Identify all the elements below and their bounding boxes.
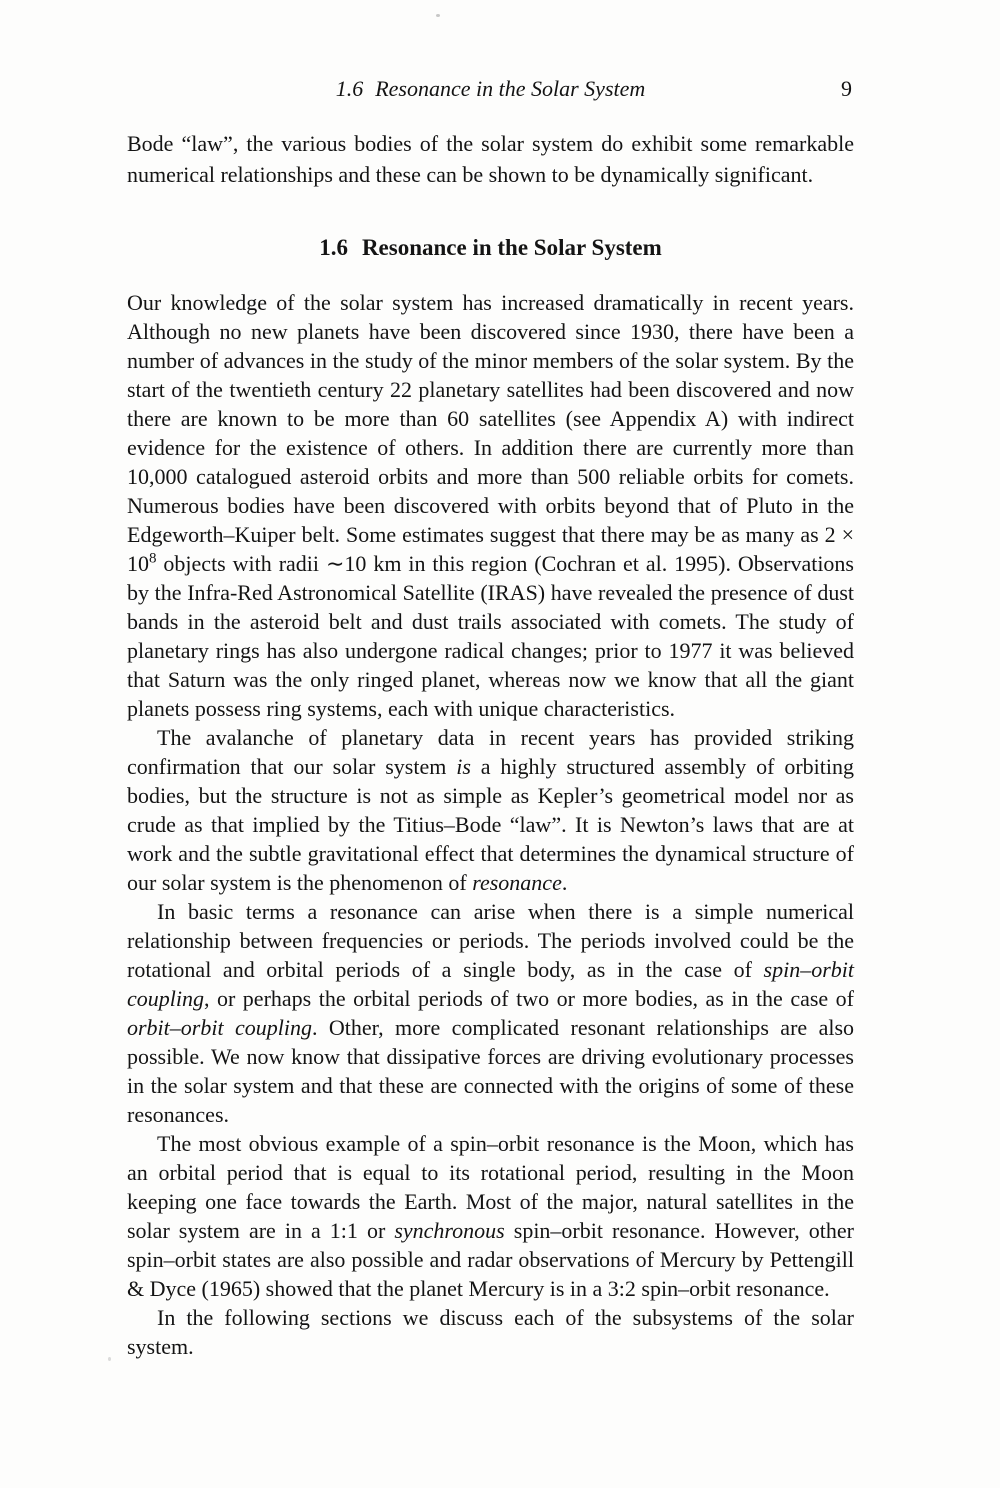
- paragraph-text: Our knowledge of the solar system has increased dramatically in recent years. Although no new planets have been discovered since 1930, there have been a number of advances in the study of the minor members of the solar system. By the start of the twentieth century 22 planetary satellites had been discovered and now there are known to be more than 60 satellites (see Appendix A) with indirect evidence for the existence of others. In addition there are currently more than 10,000 catalogued asteroid orbits and more than 500 reliable orbits for comets. Numerous bodies have been discovered with orbits beyond that of Pluto in the Edgeworth–Kuiper belt. Some estimates suggest that there may be as many as 2 × 10: [127, 290, 854, 576]
- section-heading: [127, 234, 854, 261]
- section-heading-title: Resonance in the Solar System: [361, 235, 662, 260]
- paragraph-avalanche-of-data: [127, 723, 854, 897]
- paragraph-text: The avalanche of planetary data in recent years has provided striking confirmation that our solar system: [127, 725, 854, 779]
- paragraph-text: , or perhaps the orbital periods of two or more bodies, as in the case of: [204, 986, 854, 1011]
- italic-phrase: synchronous: [394, 1218, 505, 1243]
- paragraph-resonance-basics: [127, 897, 854, 1129]
- paragraph-text: The most obvious example of a spin–orbit resonance is the Moon, which has an orbital period that is equal to its rotational period, resulting in the Moon keeping one face towards the Earth. Most of the major, natural satellites in the solar system are in a 1:1 or: [127, 1131, 854, 1243]
- paragraph-text: In basic terms a resonance can arise when there is a simple numerical relationship between frequencies or periods. The periods involved could be the rotational and orbital periods of a single body, as in the case of: [127, 899, 854, 982]
- section-heading-number: 1.6: [319, 235, 348, 260]
- running-head: [127, 76, 854, 102]
- italic-phrase: spin–orbit coupling: [127, 957, 854, 1011]
- body-text: [127, 288, 854, 1361]
- intro-paragraph: Bode “law”, the various bodies of the solar system do exhibit some remarkable numerical relationships and these can be shown to be dynamically significant.: [127, 131, 854, 187]
- paragraph-text: .: [561, 870, 568, 895]
- text-column: [127, 76, 854, 1361]
- paragraph-text: spin–orbit resonance. However, other spin–orbit states are also possible and radar observations of Mercury by Pettengill & Dyce (1965) showed that the planet Mercury is in a 3:2 spin–orbit resonance.: [127, 1218, 854, 1301]
- paragraph-text: . Other, more complicated resonant relationships are also possible. We now know that dissipative forces are driving evolutionary processes in the solar system and that these are connected with the origins of some of these resonances.: [127, 1015, 855, 1127]
- scan-artifact-speck: [436, 14, 440, 17]
- page-number: 9: [841, 76, 852, 101]
- running-head-section-number: 1.6: [335, 76, 364, 101]
- italic-phrase: is: [456, 754, 471, 779]
- italic-phrase: orbit–orbit coupling: [127, 1015, 312, 1040]
- paragraph-moon-spin-orbit: [127, 1129, 854, 1303]
- italic-phrase: resonance: [472, 870, 562, 895]
- running-head-title: Resonance in the Solar System: [375, 76, 646, 101]
- superscript-exponent: 8: [149, 550, 157, 567]
- scan-artifact-speck: [108, 1357, 111, 1361]
- paragraph-text: a highly structured assembly of orbiting bodies, but the structure is not as simple as Kepler’s geometrical model nor as crude as that implied by the Titius–Bode “law”. It is Newton’s laws that are at work and the subtle gravitational effect that determines the dynamical structure of our solar system is the phenomenon of: [127, 754, 854, 895]
- paragraph-solar-system-overview: [127, 288, 854, 723]
- paragraph-text: objects with radii ∼10 km in this region (Cochran et al. 1995). Observations by the Infra-Red Astronomical Satellite (IRAS) have revealed the presence of dust bands in the asteroid belt and dust trails associated with comets. The study of planetary rings has also undergone radical changes; prior to 1977 it was believed that Saturn was the only ringed planet, whereas now we know that all the giant planets possess ring systems, each with unique characteristics.: [127, 551, 854, 721]
- paragraph-closing: In the following sections we discuss each of the subsystems of the solar system.: [127, 1305, 854, 1359]
